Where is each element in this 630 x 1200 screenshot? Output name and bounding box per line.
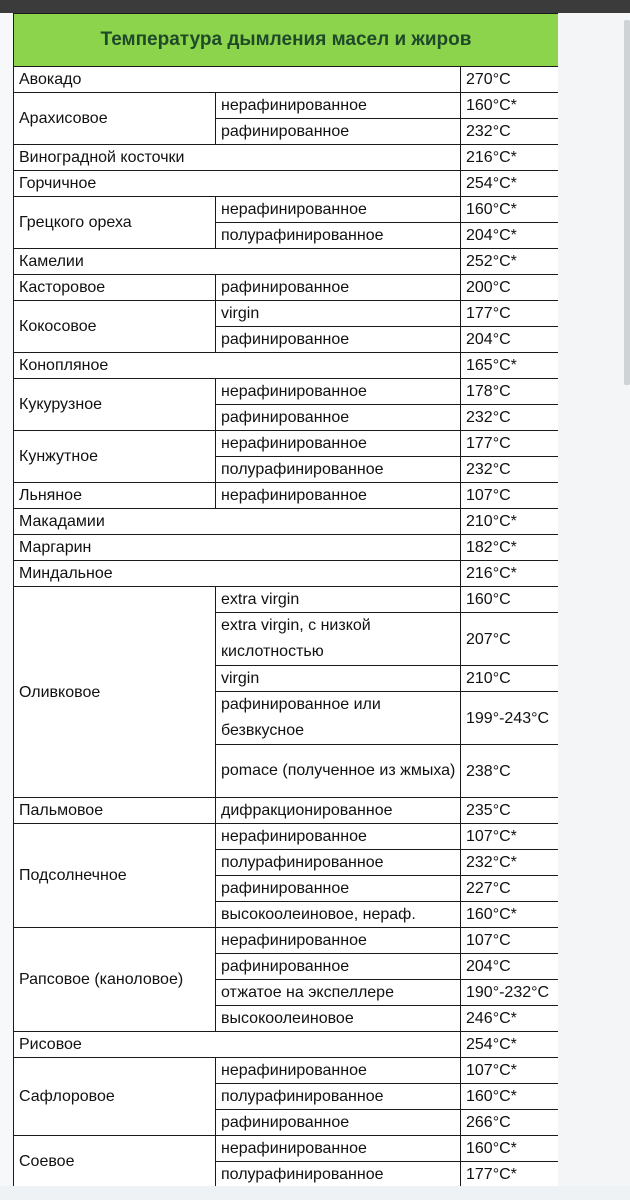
smoke-point-cell: 177°C*	[461, 1162, 559, 1188]
oil-type-cell: полурафинированное	[216, 850, 461, 876]
oil-type-cell: полурафинированное	[216, 457, 461, 483]
oil-type-cell: рафинированное	[216, 327, 461, 353]
oil-name-cell: Рапсовое (каноловое)	[14, 928, 216, 1032]
table-row	[14, 1058, 559, 1084]
smoke-point-cell: 210°C	[461, 666, 559, 692]
oil-type-cell: рафинированное или безвкусное	[216, 692, 461, 745]
oil-type-cell: нерафинированное	[216, 379, 461, 405]
smoke-point-cell: 254°C*	[461, 1032, 559, 1058]
smoke-point-cell: 160°C*	[461, 197, 559, 223]
smoke-point-sheet	[13, 13, 558, 1200]
smoke-point-cell: 204°C*	[461, 223, 559, 249]
oil-name-cell: Пальмовое	[14, 798, 216, 824]
bottom-strip	[0, 1186, 630, 1200]
smoke-point-cell: 177°C	[461, 431, 559, 457]
table-row	[14, 824, 559, 850]
oil-type-cell: рафинированное	[216, 405, 461, 431]
table-row	[14, 93, 559, 119]
smoke-point-cell: 182°C*	[461, 535, 559, 561]
oil-type-cell: рафинированное	[216, 275, 461, 301]
oil-name-cell: Кокосовое	[14, 301, 216, 353]
smoke-point-cell: 210°C*	[461, 509, 559, 535]
oil-type-cell: рафинированное	[216, 119, 461, 145]
oil-type-cell: полурафинированное	[216, 1162, 461, 1188]
oil-name-cell: Рисовое	[14, 1032, 461, 1058]
oil-name-cell: Авокадо	[14, 67, 461, 93]
smoke-point-cell: 160°C*	[461, 902, 559, 928]
table-row	[14, 197, 559, 223]
smoke-point-cell: 107°C	[461, 928, 559, 954]
smoke-point-cell: 232°C	[461, 405, 559, 431]
oil-type-cell: нерафинированное	[216, 1058, 461, 1084]
smoke-point-cell: 190°-232°C	[461, 980, 559, 1006]
oil-name-cell: Оливковое	[14, 587, 216, 798]
oil-type-cell: нерафинированное	[216, 197, 461, 223]
table-row	[14, 249, 559, 275]
smoke-point-cell: 204°C	[461, 954, 559, 980]
smoke-point-cell: 107°C	[461, 483, 559, 509]
smoke-point-cell: 252°C*	[461, 249, 559, 275]
page-margin	[558, 13, 630, 1200]
oil-name-cell: Камелии	[14, 249, 461, 275]
smoke-point-cell: 232°C	[461, 119, 559, 145]
oil-type-cell: высокоолеиновое	[216, 1006, 461, 1032]
table-row	[14, 67, 559, 93]
smoke-point-cell: 204°C	[461, 327, 559, 353]
oil-type-cell: высокоолеиновое, нераф.	[216, 902, 461, 928]
smoke-point-cell: 199°-243°C	[461, 692, 559, 745]
table-title: Температура дымления масел и жиров	[14, 14, 559, 67]
smoke-point-cell: 160°C*	[461, 1084, 559, 1110]
smoke-point-cell: 107°C*	[461, 1058, 559, 1084]
top-bar	[0, 0, 630, 13]
oil-name-cell: Кунжутное	[14, 431, 216, 483]
oil-name-cell: Конопляное	[14, 353, 461, 379]
oil-type-cell: нерафинированное	[216, 1136, 461, 1162]
smoke-point-cell: 232°C*	[461, 850, 559, 876]
scrollbar-thumb[interactable]	[624, 20, 630, 385]
oil-type-cell: полурафинированное	[216, 1084, 461, 1110]
oil-type-cell: extra virgin, с низкой кислотностью	[216, 613, 461, 666]
smoke-point-cell: 266°C	[461, 1110, 559, 1136]
table-row	[14, 379, 559, 405]
oil-name-cell: Миндальное	[14, 561, 461, 587]
table-row	[14, 928, 559, 954]
oil-name-cell: Сафлоровое	[14, 1058, 216, 1136]
table-row	[14, 145, 559, 171]
table-row	[14, 587, 559, 613]
oil-name-cell: Кукурузное	[14, 379, 216, 431]
oil-type-cell: нерафинированное	[216, 93, 461, 119]
smoke-point-cell: 216°C*	[461, 145, 559, 171]
oil-type-cell: virgin	[216, 666, 461, 692]
smoke-point-cell: 200°C	[461, 275, 559, 301]
smoke-point-cell: 235°C	[461, 798, 559, 824]
smoke-point-cell: 178°C	[461, 379, 559, 405]
smoke-point-cell: 238°C	[461, 745, 559, 798]
table-row	[14, 561, 559, 587]
oil-name-cell: Соевое	[14, 1136, 216, 1188]
oil-type-cell: extra virgin	[216, 587, 461, 613]
oil-name-cell: Льняное	[14, 483, 216, 509]
oil-type-cell: нерафинированное	[216, 928, 461, 954]
oil-type-cell: pomace (полученное из жмыха)	[216, 745, 461, 798]
smoke-point-cell: 160°C*	[461, 93, 559, 119]
table-row	[14, 431, 559, 457]
oil-type-cell: нерафинированное	[216, 431, 461, 457]
oil-type-cell: дифракционированное	[216, 798, 461, 824]
smoke-point-cell: 232°C	[461, 457, 559, 483]
oil-type-cell: рафинированное	[216, 876, 461, 902]
oil-name-cell: Грецкого ореха	[14, 197, 216, 249]
smoke-point-cell: 246°C*	[461, 1006, 559, 1032]
oil-name-cell: Горчичное	[14, 171, 461, 197]
smoke-point-cell: 227°C	[461, 876, 559, 902]
table-row	[14, 1136, 559, 1162]
table-row	[14, 1032, 559, 1058]
smoke-point-cell: 107°C*	[461, 824, 559, 850]
smoke-point-cell: 207°C	[461, 613, 559, 666]
oil-name-cell: Виноградной косточки	[14, 145, 461, 171]
smoke-point-cell: 270°C	[461, 67, 559, 93]
table-row	[14, 171, 559, 197]
table-row	[14, 353, 559, 379]
table-row	[14, 483, 559, 509]
oil-name-cell: Макадамии	[14, 509, 461, 535]
table-row	[14, 275, 559, 301]
oil-type-cell: отжатое на экспеллере	[216, 980, 461, 1006]
smoke-point-table	[13, 13, 558, 1188]
smoke-point-cell: 160°C	[461, 587, 559, 613]
oil-type-cell: нерафинированное	[216, 483, 461, 509]
smoke-point-cell: 160°C*	[461, 1136, 559, 1162]
oil-name-cell: Касторовое	[14, 275, 216, 301]
oil-name-cell: Арахисовое	[14, 93, 216, 145]
table-row	[14, 798, 559, 824]
table-row	[14, 301, 559, 327]
oil-type-cell: virgin	[216, 301, 461, 327]
oil-type-cell: рафинированное	[216, 1110, 461, 1136]
oil-type-cell: нерафинированное	[216, 824, 461, 850]
smoke-point-cell: 177°C	[461, 301, 559, 327]
table-row	[14, 509, 559, 535]
oil-type-cell: полурафинированное	[216, 223, 461, 249]
smoke-point-cell: 254°C*	[461, 171, 559, 197]
smoke-point-cell: 216°C*	[461, 561, 559, 587]
oil-name-cell: Подсолнечное	[14, 824, 216, 928]
smoke-point-cell: 165°C*	[461, 353, 559, 379]
oil-name-cell: Маргарин	[14, 535, 461, 561]
oil-type-cell: рафинированное	[216, 954, 461, 980]
table-row	[14, 535, 559, 561]
